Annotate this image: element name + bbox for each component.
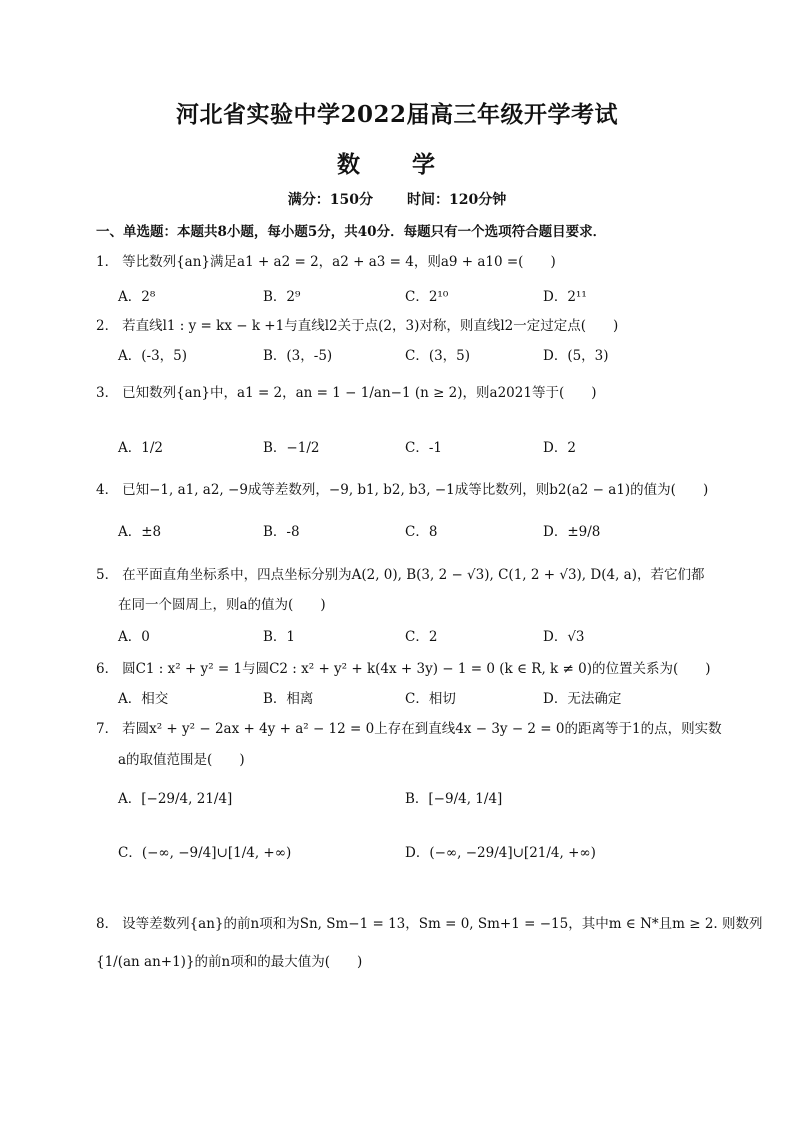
option-b: B．相离 — [263, 691, 314, 707]
option-b: B．-8 — [263, 524, 300, 540]
question-8 — [96, 912, 763, 932]
question-6 — [96, 657, 711, 677]
question-number: 6． — [96, 661, 119, 677]
option-b: B．2⁹ — [263, 289, 301, 305]
option-c: C．8 — [405, 524, 438, 540]
option-a: A．[−29/4, 21/4] — [118, 791, 233, 807]
options-2 — [118, 344, 718, 364]
option-a: A．0 — [118, 629, 150, 645]
exam-title: 河北省实验中学2022届高三年级开学考试 — [175, 101, 618, 128]
option-a: A．1/2 — [118, 440, 163, 456]
option-d: D．(−∞, −29/4]∪[21/4, +∞) — [405, 845, 596, 861]
question-number: 1． — [96, 254, 119, 270]
question-5 — [96, 563, 704, 583]
option-c: C．-1 — [405, 440, 442, 456]
question-text: 已知−1, a1, a2, −9成等差数列，−9, b1, b2, b3, −1成等比数列，则b2(a2 − a1)的值为( ) — [122, 482, 709, 498]
option-b: B．1 — [263, 629, 296, 645]
option-c: C．2¹⁰ — [405, 289, 449, 305]
question-text: 已知数列{an}中，a1 = 2，an = 1 − 1/an−1 (n ≥ 2)，则a2021等于( ) — [122, 385, 597, 401]
options-5 — [118, 625, 718, 645]
question-8-line-2: {1/(an an+1)}的前n项和的最大值为( ) — [96, 954, 363, 970]
question-number: 4． — [96, 482, 119, 498]
options-7-row-2 — [118, 841, 718, 861]
options-7-row-1 — [118, 787, 718, 807]
option-a: A．相交 — [118, 691, 169, 707]
option-d: D．2 — [543, 440, 576, 456]
option-c: C．(−∞, −9/4]∪[1/4, +∞) — [118, 845, 292, 861]
option-c: C．2 — [405, 629, 438, 645]
question-2 — [96, 314, 618, 334]
option-b: B．(3，-5) — [263, 348, 333, 364]
question-number: 8． — [96, 916, 119, 932]
question-text: 若直线l1 : y = kx − k +1与直线l2关于点(2，3)对称，则直线l2一定过定点( ) — [122, 318, 619, 334]
question-number: 3． — [96, 385, 119, 401]
option-a: A．(-3，5) — [118, 348, 188, 364]
option-d: D．2¹¹ — [543, 289, 587, 305]
question-text: 在平面直角坐标系中，四点坐标分别为A(2, 0), B(3, 2 − √3), C(1, 2 + √3), D(4, a)，若它们都 — [122, 567, 705, 583]
option-a: A．2⁸ — [118, 289, 156, 305]
option-d: D．√3 — [543, 629, 585, 645]
option-d: D．±9/8 — [543, 524, 601, 540]
score-label: 满分：150分 — [287, 192, 373, 208]
question-3 — [96, 381, 596, 401]
question-number: 7． — [96, 721, 119, 737]
option-b: B．[−9/4, 1/4] — [405, 791, 503, 807]
options-1 — [118, 285, 718, 305]
options-4 — [118, 520, 718, 540]
question-text: 圆C1 : x² + y² = 1与圆C2 : x² + y² + k(4x + 3y) − 1 = 0 (k ∈ R, k ≠ 0)的位置关系为( ) — [122, 661, 711, 677]
question-text: 设等差数列{an}的前n项和为Sn, Sm−1 = 13，Sm = 0, Sm+1 = −15，其中m ∈ N*且m ≥ 2. 则数列 — [122, 916, 763, 932]
option-b: B．−1/2 — [263, 440, 320, 456]
option-c: C．(3，5) — [405, 348, 471, 364]
options-6 — [118, 687, 718, 707]
options-3 — [118, 436, 718, 456]
exam-subject: 数 学 — [336, 151, 457, 178]
option-a: A．±8 — [118, 524, 162, 540]
question-number: 2． — [96, 318, 119, 334]
option-c: C．相切 — [405, 691, 456, 707]
question-text: 若圆x² + y² − 2ax + 4y + a² − 12 = 0上存在到直线4x − 3y − 2 = 0的距离等于1的点，则实数 — [122, 721, 722, 737]
time-label: 时间：120分钟 — [407, 192, 507, 208]
option-d: D．无法确定 — [543, 691, 622, 707]
question-1 — [96, 250, 556, 270]
question-4 — [96, 478, 708, 498]
question-7-line-2: a的取值范围是( ) — [118, 752, 245, 768]
question-text: 等比数列{an}满足a1 + a2 = 2，a2 + a3 = 4，则a9 + a10 =( ) — [122, 254, 556, 270]
option-d: D．(5，3) — [543, 348, 609, 364]
question-5-line-2: 在同一个圆周上，则a的值为( ) — [118, 597, 326, 613]
section-heading: 一、单选题：本题共8小题，每小题5分，共40分．每题只有一个选项符合题目要求． — [96, 224, 607, 240]
question-7 — [96, 717, 722, 737]
question-number: 5． — [96, 567, 119, 583]
exam-meta — [0, 189, 794, 209]
